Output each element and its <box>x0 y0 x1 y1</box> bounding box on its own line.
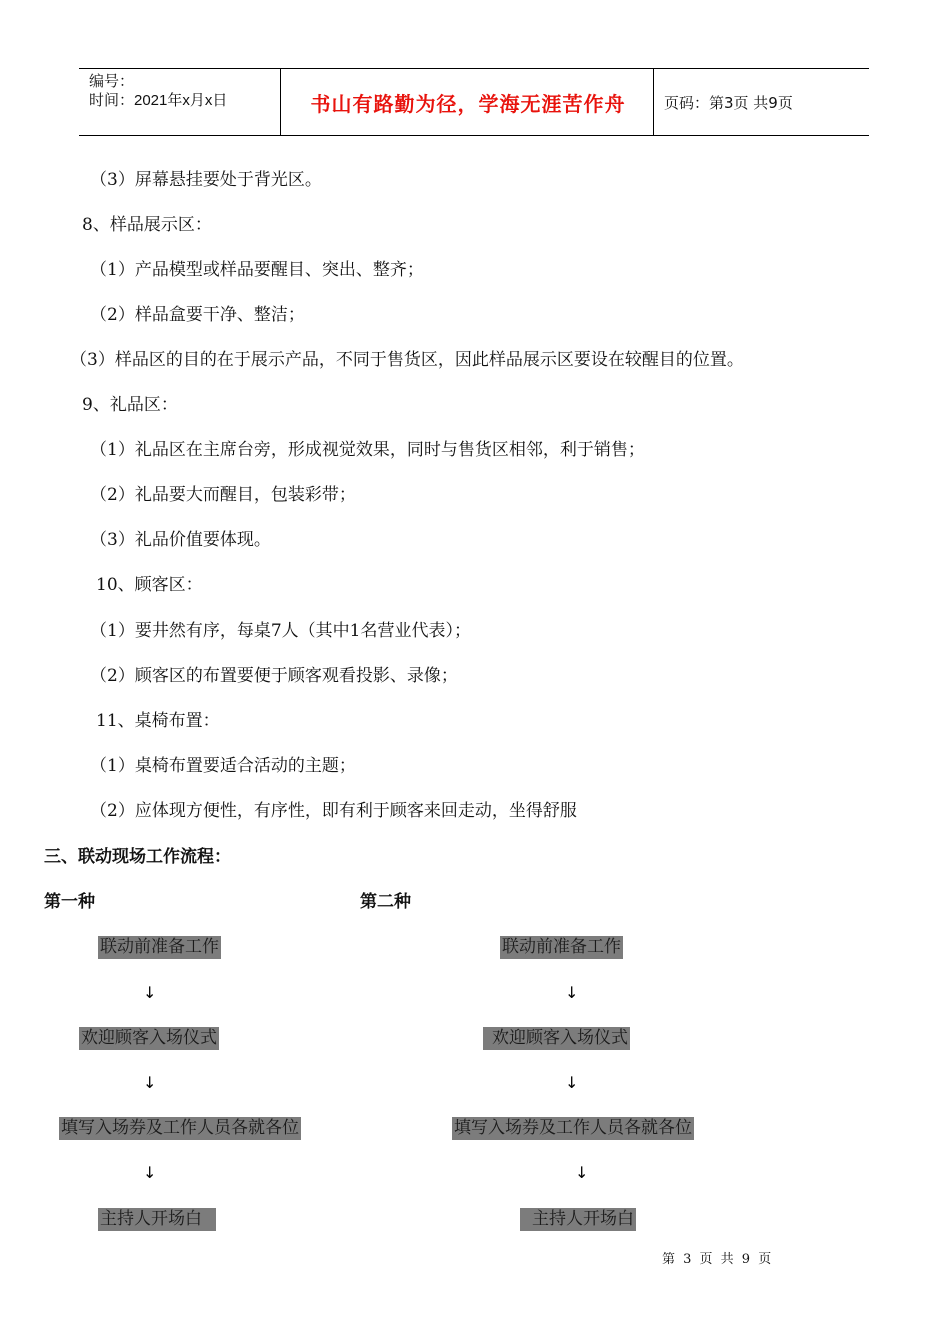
header-motto: 书山有路勤为径，学海无涯苦作舟 <box>310 91 626 116</box>
page-footer: 第 3 页 共 9 页 <box>662 1252 774 1267</box>
flow2-step: 填写入场券及工作人员各就各位 <box>454 1118 692 1138</box>
down-arrow-icon: ↓ <box>575 1163 589 1182</box>
body-line: 8、样品展示区： <box>82 215 212 235</box>
document-number-label: 编号： <box>89 73 135 90</box>
body-line: （2）顾客区的布置要便于顾客观看投影、录像； <box>90 666 458 686</box>
page-header <box>79 68 869 136</box>
body-line: （2）礼品要大而醒目，包装彩带； <box>90 485 356 505</box>
document-time-label: 时间：2021年x月x日 <box>89 92 228 109</box>
down-arrow-icon: ↓ <box>143 983 157 1002</box>
body-line: （1）要井然有序，每桌7人（其中1名营业代表）； <box>90 621 471 641</box>
flow2-step: 欢迎顾客入场仪式 <box>483 1027 630 1050</box>
flow2-step: 主持人开场白 <box>520 1208 636 1231</box>
flow2-step: 联动前准备工作 <box>502 937 621 957</box>
body-line: （1）礼品区在主席台旁，形成视觉效果，同时与售货区相邻，利于销售； <box>90 440 645 460</box>
down-arrow-icon: ↓ <box>143 1163 157 1182</box>
flow2-title: 第二种 <box>360 892 411 912</box>
body-line: （2）样品盒要干净、整洁； <box>90 305 305 325</box>
flow1-step: 欢迎顾客入场仪式 <box>81 1028 217 1048</box>
section-title: 三、联动现场工作流程： <box>44 847 231 867</box>
header-motto-cell <box>281 68 655 136</box>
flow1-step: 联动前准备工作 <box>100 937 219 957</box>
body-line: （1）桌椅布置要适合活动的主题； <box>90 756 356 776</box>
body-line: （3）样品区的目的在于展示产品，不同于售货区，因此样品展示区要设在较醒目的位置。 <box>70 350 744 370</box>
flow1-title: 第一种 <box>44 892 95 912</box>
body-line: （1）产品模型或样品要醒目、突出、整齐； <box>90 260 424 280</box>
header-page-number: 页码：第3页 共9页 <box>664 94 793 112</box>
body-line: （2）应体现方便性，有序性，即有利于顾客来回走动，坐得舒服 <box>90 801 577 821</box>
down-arrow-icon: ↓ <box>565 1073 579 1092</box>
body-line: 11、桌椅布置： <box>96 711 220 731</box>
body-line: （3）屏幕悬挂要处于背光区。 <box>90 170 322 190</box>
body-line: 9、礼品区： <box>82 395 178 415</box>
body-line: 10、顾客区： <box>96 575 203 595</box>
down-arrow-icon: ↓ <box>143 1073 157 1092</box>
header-meta <box>89 72 227 110</box>
flow1-step: 主持人开场白 <box>98 1208 216 1231</box>
flow1-step: 填写入场券及工作人员各就各位 <box>61 1118 299 1138</box>
body-line: （3）礼品价值要体现。 <box>90 530 271 550</box>
down-arrow-icon: ↓ <box>565 983 579 1002</box>
